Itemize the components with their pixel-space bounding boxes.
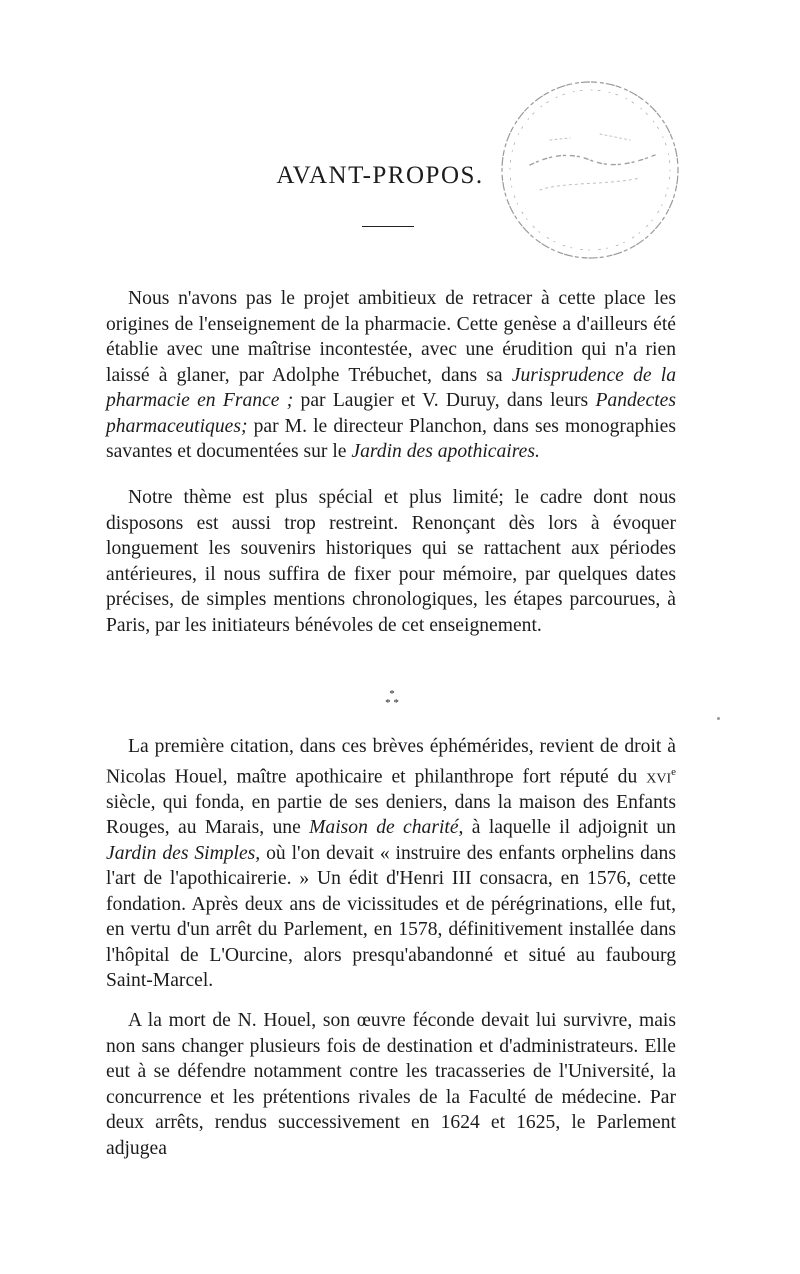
paragraph-2-text: Notre thème est plus spécial et plus limité; le cadre dont nous disposons est aussi trop restreint. Renonçant dès lors à évoquer longuement les souvenirs historiques qui se rattachent aux périodes antérieures, il nous suffira de fixer pour mémoire, par quelques dates précises, de simples mentions chronologiques, les étapes parcourues, à Paris, par les initiateurs bénévoles de cet enseignement. (106, 487, 676, 636)
paragraph-1-text-a: Nous n'avons pas le projet ambitieux de retracer à cette place les origines de l'enseignement de la pharmacie. Cette genèse a d'ailleurs été établie avec une maîtrise incontestée, avec une érudition qui n'a rien laissé à glaner, par Adolphe Trébuchet, dans sa (106, 288, 676, 386)
italic-jardin-simples: Jardin des Simples, (106, 842, 261, 864)
asterism-top: * (389, 688, 395, 700)
italic-maison-charite: Maison de charité, (309, 817, 464, 839)
asterism-divider (372, 690, 412, 708)
paragraph-1-text-c: par M. le directeur Planchon, dans ses monographies savantes et documentées sur le (106, 415, 676, 462)
century-superscript: e (671, 765, 676, 778)
italic-title-jardin: Jardin des apothicaires. (351, 441, 540, 462)
paragraph-3-text-d: où l'on devait « instruire des enfants orphelins dans l'art de l'apothicairerie. » Un édit d'Henri III consacra, en 1576, cette fondation. Après deux ans de vicissitudes et de pérégrinations, elle fut, en vertu d'un arrêt du Parlement, en 1578, définitivement installée dans l'hôpital de L'Ourcine, alors presqu'abandonné et situé au faubourg Saint-Marcel. (106, 842, 676, 992)
italic-title-pandectes: Pandectes pharmaceutiques; (106, 390, 676, 437)
paragraph-4 (106, 1008, 676, 1161)
speck (717, 717, 720, 720)
paragraph-3-text-b: siècle, qui fonda, en partie de ses deniers, dans la maison des Enfants Rouges, au Marais, une (106, 791, 676, 839)
title-divider (362, 226, 414, 227)
paragraph-3-text-c: à laquelle il adjoignit un (463, 817, 676, 839)
paragraph-1 (106, 286, 676, 465)
century-numeral: xvi (646, 766, 672, 788)
library-stamp-icon (490, 70, 690, 270)
italic-title-jurisprudence: Jurisprudence de la pharmacie en France ; (106, 364, 676, 411)
paragraph-2 (106, 485, 676, 638)
page-title: AVANT-PROPOS. (276, 162, 484, 189)
paragraph-3 (106, 734, 676, 994)
paragraph-3-text-a: La première citation, dans ces brèves éphémérides, revient de droit à Nicolas Houel, maître apothicaire et philanthrope fort réputé du (106, 736, 676, 788)
asterism-bottom: * * (385, 697, 399, 709)
paragraph-4-text: A la mort de N. Houel, son œuvre féconde devait lui survivre, mais non sans changer plusieurs fois de destination et d'administrateurs. Elle eut à se défendre notamment contre les tracasseries de l'Université, la concurrence et les prétentions rivales de la Faculté de médecine. Par deux arrêts, rendus successivement en 1624 et 1625, le Parlement adjugea (106, 1010, 676, 1159)
paragraph-1-text-b: par Laugier et V. Duruy, dans leurs (293, 390, 596, 411)
